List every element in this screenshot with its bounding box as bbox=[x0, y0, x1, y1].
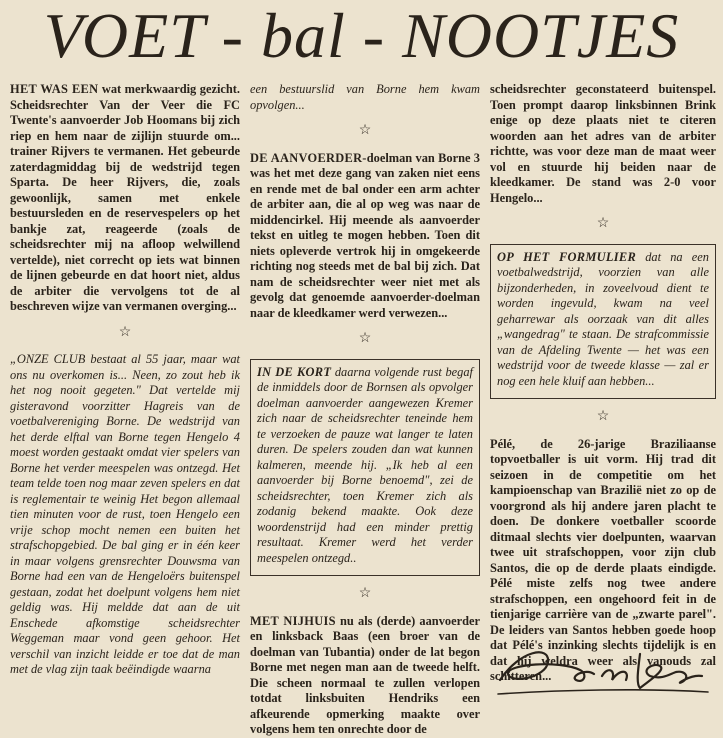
star-separator: ☆ bbox=[358, 123, 372, 138]
column-2 bbox=[250, 82, 480, 736]
masthead bbox=[0, 0, 723, 72]
column-1 bbox=[10, 82, 240, 712]
star-separator: ☆ bbox=[596, 409, 610, 424]
lead-in: HET WAS EEN bbox=[10, 82, 99, 96]
signature bbox=[490, 640, 716, 704]
lead-in: MET NIJHUIS bbox=[250, 613, 336, 628]
paragraph-body: daarna volgende rust begaf de inmiddels door de Bornsen als opvolger doelman aanvoerder aangewezen Kremer zich naar de scheidsrechter teneinde hem te verzoeken de pauze wat langer te laten duren. De spelers zouden dan wat kunnen kalmeren, meende hij. „Ik heb al een aanvoerder bij Borne benoemd", zei de scheidsrechter, toen Kremer zich als zodanig bekend maakte. Ook deze woordenstrijd had een minder prettig resultaat. Kremer werd het verder meespelen ontzegd.. bbox=[257, 364, 473, 565]
column-3 bbox=[490, 82, 716, 712]
lead-in: DE AANVOERDER- bbox=[250, 150, 367, 165]
paragraph-body: dat na een voetbalwedstrijd, voorzien van alle bijzonderheden, in zoveelvoud dient te worden ingevuld, kwam na veel geharrewar als oorzaak van dit alles „wangedrag" te staan. De strafcommissie van de Afdeling Twente — het was een wedstrijd voor de tweede klasse — zal er nog een hele kluif aan hebben... bbox=[497, 249, 709, 388]
paragraph-continuation: scheidsrechter geconstateerd buitenspel. Toen prompt daarop linksbinnen Brink enige op deze plaats niet te citeren woorden aan het adres van de arbiter richtte, was voor deze man de maat weer vol en stuurde hij beiden naar de kleedkamer. De stand was 2-0 voor Hengelo... bbox=[490, 82, 716, 205]
paragraph-het-was-een bbox=[10, 82, 240, 315]
star-separator: ☆ bbox=[118, 324, 132, 340]
paragraph-continuation: een bestuurslid van Borne hem kwam opvolgen... bbox=[250, 82, 480, 112]
lead-in: OP HET FORMULIER bbox=[497, 249, 637, 264]
paragraph-de-aanvoerder bbox=[250, 151, 480, 322]
star-separator: ☆ bbox=[358, 331, 372, 346]
paragraph-body: nu als (derde) aanvoerder en linksback Baas (een broer van de doelman van Tubantia) onder de lat begon Borne met negen man aan de tweede helft. Die scheen normaal te zullen verlopen totdat linksbuiten Hendriks een afkeurende opmerking maakte over volgens hem ten onrechte door de bbox=[250, 613, 480, 736]
paragraph-op-het-formulier bbox=[497, 250, 709, 390]
star-separator: ☆ bbox=[358, 586, 372, 601]
boxed-item bbox=[490, 244, 716, 400]
paragraph-body: wat merkwaardig gezicht. Scheidsrechter Van der Veer die FC Twente's aanvoerder Job Hoomans bij zich riep en hem naar de zijlijn stuurde om... trainer Rijvers te vermanen. Het gebeurde zaterdagmiddag bij de wedstrijd tegen Sparta. De heer Rijvers, die, zoals gewoonlijk, samen met enkele bestuursleden en de reservespelers op het bankje zat, reageerde (zoals de scheidsrechter mij na afloop welwillend vertelde), niet correcht op iets wat binnen de lijnen gebeurde en dat hoort niet, aldus de arbiter die vervolgens tot de al beschreven wijze van vermanen overging... bbox=[10, 82, 241, 313]
paragraph-onze-club: „ONZE CLUB bestaat al 55 jaar, maar wat ons nu overkomen is... Neen, zo zout heb ik het nog nooit gegeten." Dat vertelde mij gisteravond voorzitter Hagreis van de voetbalvereniging Borne. De wedstrijd van het derde elftal van Borne tegen Hengelo 4 moest worden gestaakt omdat vier spelers van Borne het verder meespelen was ontzegd. Het team telde toen nog maar zeven spelers en dat is reglementair te weinig Het begon allemaal tien minuten voor de rust, toen Hengelo een vrije schop mocht nemen een buiten het strafschopgebied. De bal ging er in één keer in maar volgens grensrechter Douwsma van Borne had een van de Hengeloërs buitenspel gestaan, zodat het doelpunt volgens hem niet geldig was. Hij meldde dat aan de uit Enschede afkomstige scheidsrechter Weggeman maar vond geen gehoor. Het verschil van inzicht leidde er toe dat de man met de vlag zijn taak beëindigde waarna bbox=[10, 352, 240, 676]
lead-in: IN DE KORT bbox=[257, 364, 332, 379]
star-separator: ☆ bbox=[596, 216, 610, 231]
paragraph-met-nijhuis bbox=[250, 614, 480, 738]
paragraph-body: doelman van Borne 3 was het met deze gang van zaken niet eens en rende met de bal onder een arm achter de arbiter aan, die al op weg was naar de middencirkel. Hij meende als aanvoerder tekst en uitleg te mogen hebben. Toen dit niets opleverde vertrok hij in omgekeerde richting nog steeds met de bal bij zich. Dat nam de scheidsrechter weer niet met als gevolg dat genoemde aanvoerder-doelman naar de kleedkamer werd verwezen... bbox=[250, 150, 480, 320]
headline: VOET - bal - NOOTJES bbox=[43, 0, 680, 71]
paragraph-in-de-kort bbox=[257, 365, 473, 567]
boxed-item bbox=[250, 359, 480, 577]
paragraph-pele: Pélé, de 26-jarige Braziliaanse topvoetballer is uit vorm. Hij trad dit seizoen in de competitie om het kampioenschap van Brazilië niet zo op de voorgrond als hij andere jaren placht te doen. De donkere voetballer scoorde ditmaal slechts vier doelpunten, waarvan twee uit strafschoppen, voor zijn club Santos, die op de derde plaats eindigde. Pélé miste zelfs nog twee andere strafschoppen, een ongehoord feit in de tienjarige carrière van de „zwarte parel". De leiders van Santos hebben goede hoop dat Pélé's inzinking slechts tijdelijk is en dat hij weldra weer als vanouds zal schitteren... bbox=[490, 436, 716, 683]
